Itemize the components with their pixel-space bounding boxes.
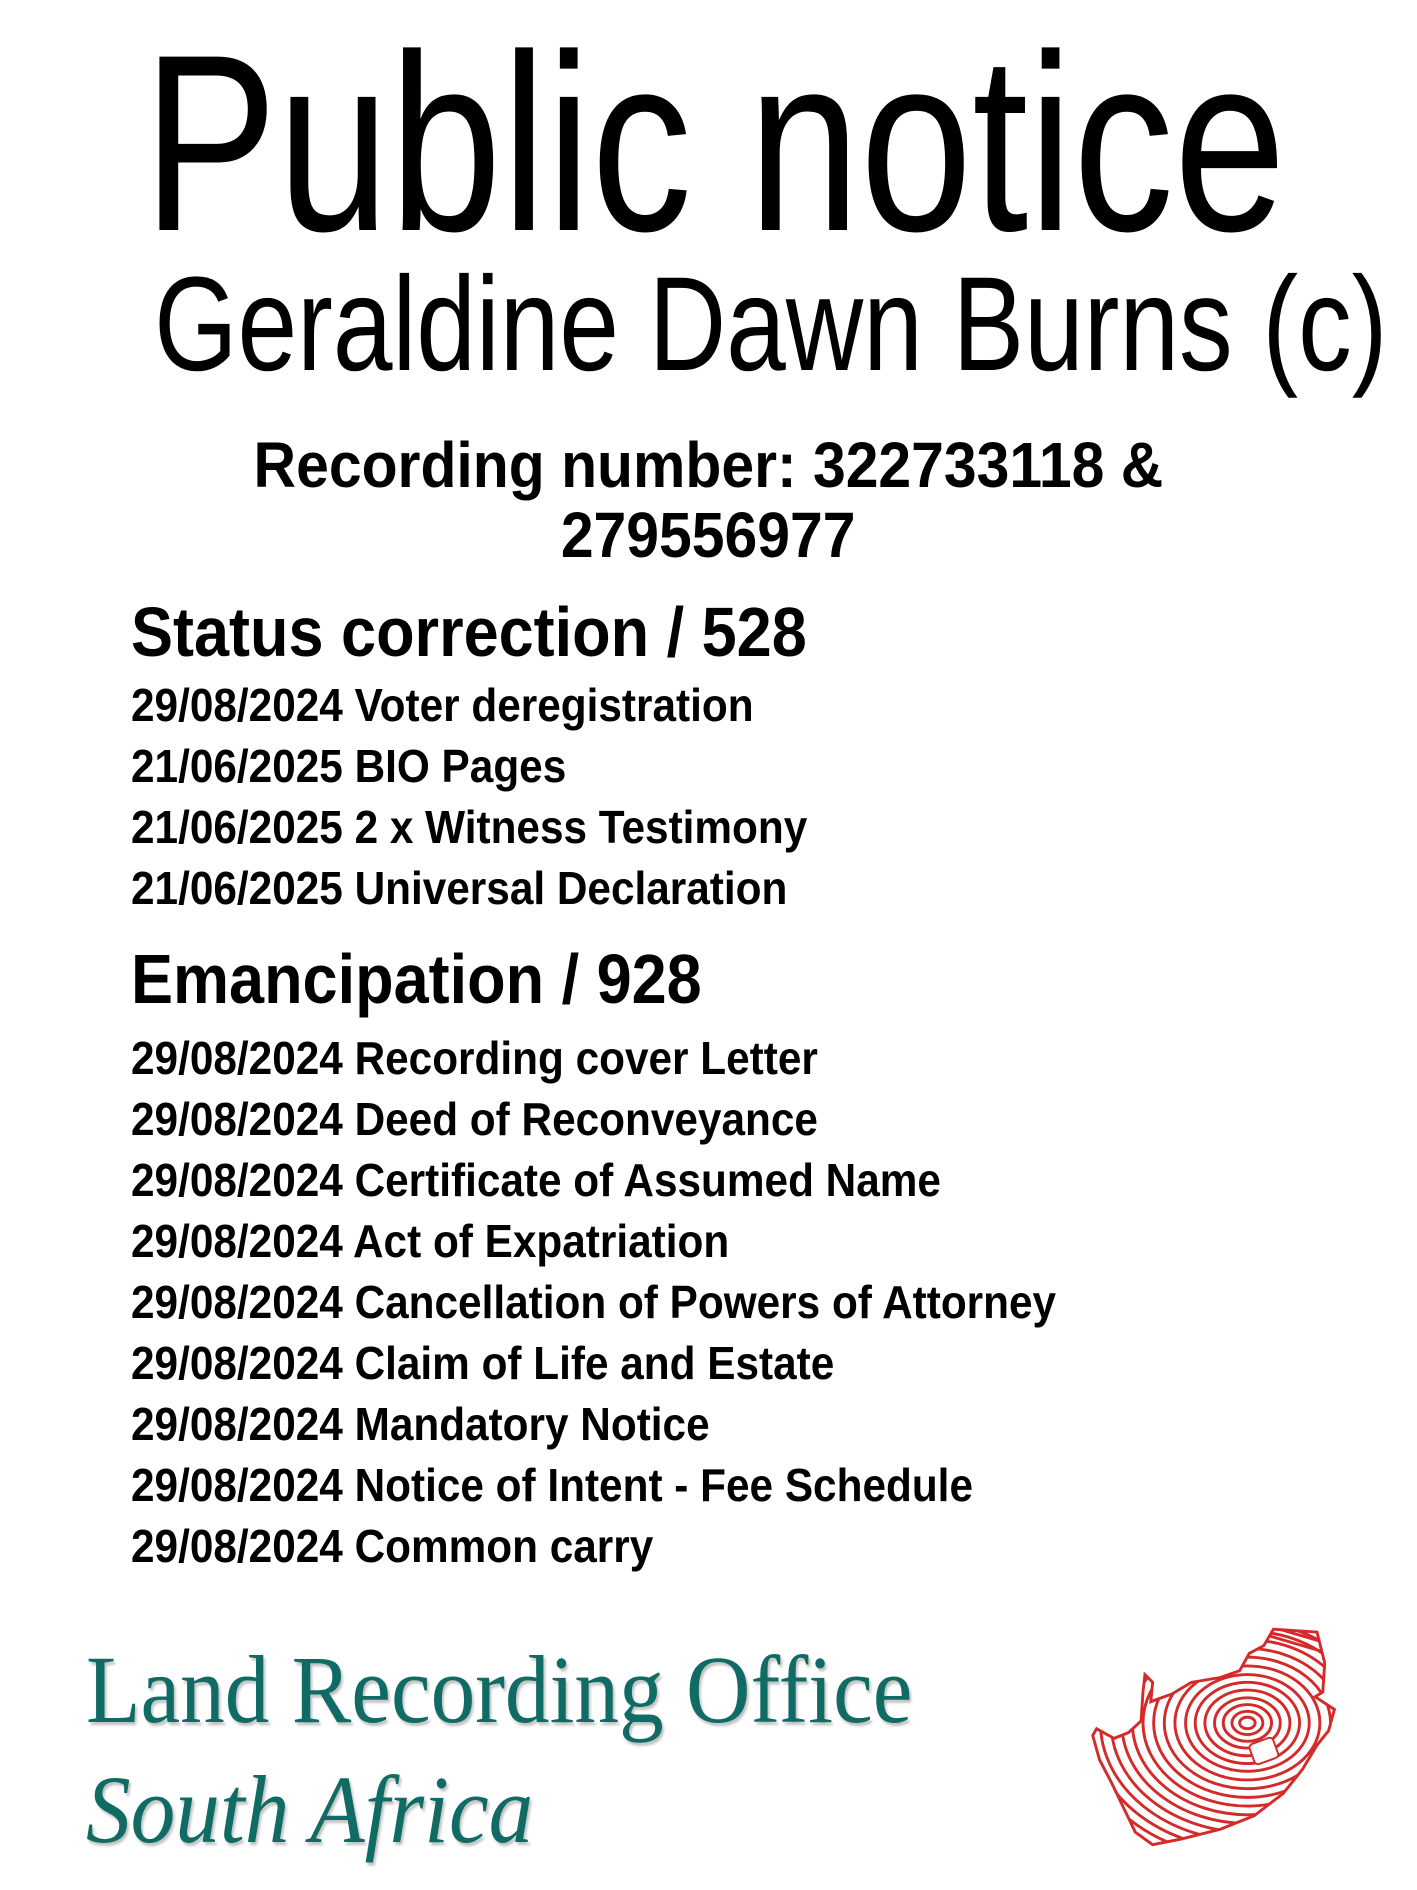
recording-number-line1: Recording number: 322733118 & bbox=[253, 429, 1164, 501]
section-heading bbox=[131, 940, 1137, 1018]
org-name-line1 bbox=[86, 1636, 975, 1743]
org-name-line1-text: Land Recording Office bbox=[86, 1636, 913, 1743]
emancipation-section bbox=[131, 940, 1137, 1577]
list-item bbox=[131, 1455, 1137, 1516]
org-name-line2-text: South Africa bbox=[86, 1756, 534, 1863]
list-item bbox=[131, 797, 882, 858]
list-item-text: 29/08/2024 Mandatory Notice bbox=[131, 1398, 710, 1450]
list-item bbox=[131, 675, 882, 736]
list-item-text: 29/08/2024 Claim of Life and Estate bbox=[131, 1337, 835, 1389]
document-list bbox=[131, 1028, 1137, 1577]
section-heading-text: Status correction / 528 bbox=[131, 593, 807, 671]
recording-number-block bbox=[0, 430, 1417, 570]
list-item bbox=[131, 1211, 1137, 1272]
list-item-text: 29/08/2024 Recording cover Letter bbox=[131, 1032, 818, 1084]
list-item bbox=[131, 1516, 1137, 1577]
document-list bbox=[131, 675, 882, 919]
status-correction-section bbox=[131, 593, 882, 919]
list-item bbox=[131, 1089, 1137, 1150]
list-item bbox=[131, 1150, 1137, 1211]
person-name bbox=[0, 250, 1417, 399]
list-item bbox=[131, 736, 882, 797]
list-item-text: 29/08/2024 Notice of Intent - Fee Schedule bbox=[131, 1459, 973, 1511]
list-item bbox=[131, 1272, 1137, 1333]
list-item bbox=[131, 1394, 1137, 1455]
organization-logo bbox=[0, 1620, 1417, 1890]
notice-title-text: Public notice bbox=[142, 3, 1286, 284]
list-item-text: 21/06/2025 2 x Witness Testimony bbox=[131, 801, 808, 853]
list-item-text: 29/08/2024 Act of Expatriation bbox=[131, 1215, 730, 1267]
list-item-text: 29/08/2024 Certificate of Assumed Name bbox=[131, 1154, 941, 1206]
list-item-text: 29/08/2024 Voter deregistration bbox=[131, 679, 754, 731]
list-item bbox=[131, 1333, 1137, 1394]
list-item-text: 29/08/2024 Deed of Reconveyance bbox=[131, 1093, 818, 1145]
south-africa-fingerprint-map-icon bbox=[1085, 1620, 1375, 1880]
list-item bbox=[131, 858, 882, 919]
section-heading bbox=[131, 593, 882, 671]
person-name-text: Geraldine Dawn Burns (c) bbox=[154, 250, 1388, 399]
list-item-text: 29/08/2024 Cancellation of Powers of Attorney bbox=[131, 1276, 1057, 1328]
org-name-line2 bbox=[86, 1756, 567, 1863]
list-item bbox=[131, 1028, 1137, 1089]
notice-title bbox=[0, 3, 1417, 284]
list-item-text: 29/08/2024 Common carry bbox=[131, 1520, 654, 1572]
list-item-text: 21/06/2025 Universal Declaration bbox=[131, 862, 788, 914]
section-heading-text: Emancipation / 928 bbox=[131, 940, 702, 1018]
list-item-text: 21/06/2025 BIO Pages bbox=[131, 740, 567, 792]
recording-number-line2: 279556977 bbox=[561, 499, 856, 571]
